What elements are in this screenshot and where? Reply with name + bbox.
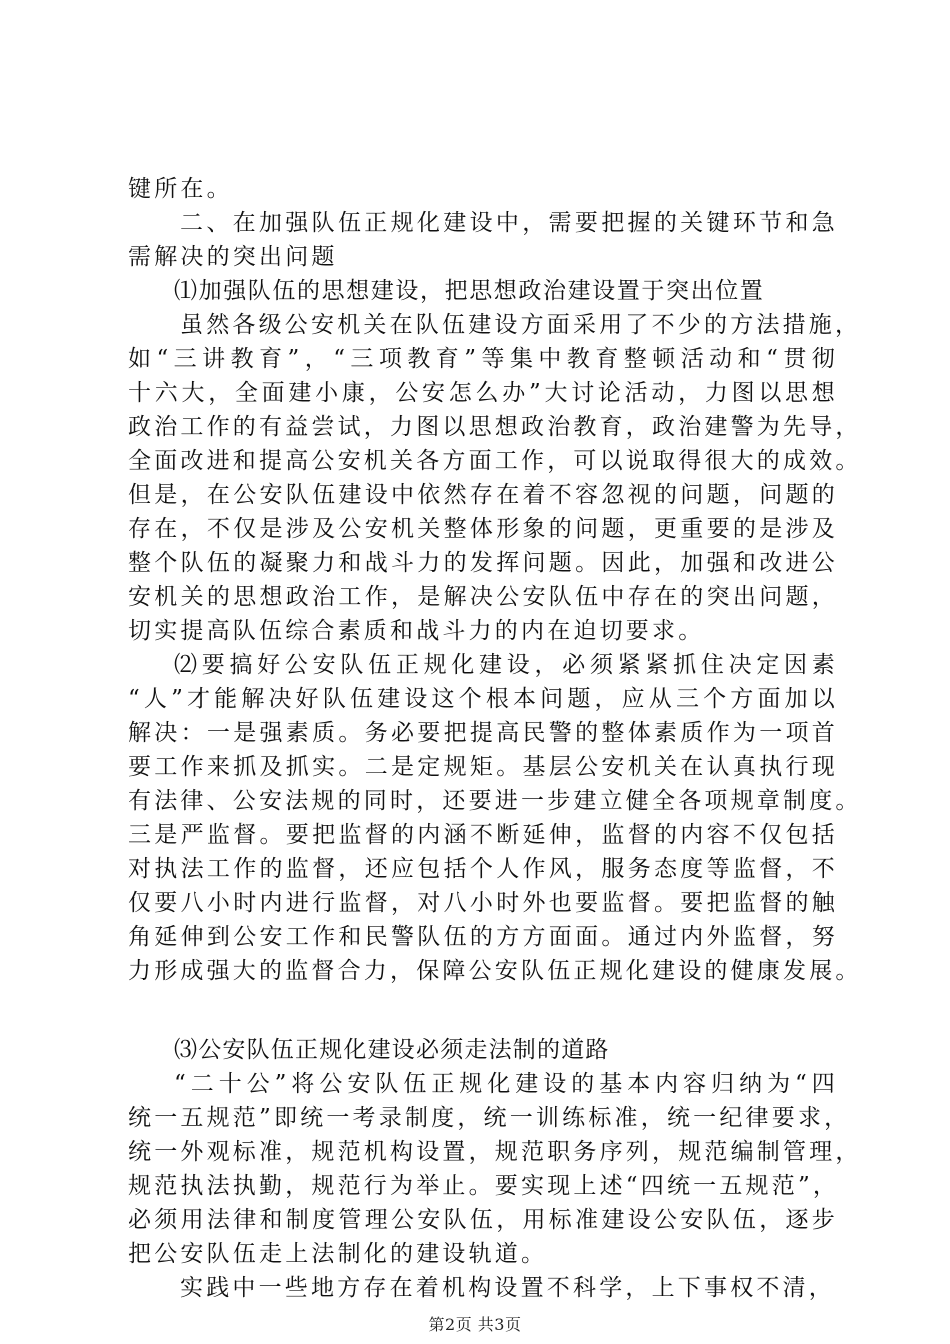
paragraph-line: 有法律、公安法规的同时，还要进一步建立健全各项规章制度。: [128, 788, 862, 814]
paragraph-line: 切实提高队伍综合素质和战斗力的内在迫切要求。: [128, 618, 705, 644]
paragraph-line: 把公安队伍走上法制化的建设轨道。: [128, 1241, 548, 1267]
paragraph-line: 存在，不仅是涉及公安机关整体形象的问题，更重要的是涉及: [128, 516, 838, 542]
subheading: ⑶公安队伍正规化建设必须走法制的道路: [174, 1037, 610, 1063]
paragraph-line: 整个队伍的凝聚力和战斗力的发挥问题。因此，加强和改进公: [128, 550, 838, 576]
subheading: ⑴加强队伍的思想建设，把思想政治建设置于突出位置: [174, 278, 765, 304]
text-line: 键所在。: [128, 176, 233, 202]
paragraph-line: 解决：一是强素质。务必要把提高民警的整体素质作为一项首: [128, 720, 838, 746]
paragraph-line: 虽然各级公安机关在队伍建设方面采用了不少的方法措施，: [180, 312, 862, 338]
paragraph-line: 角延伸到公安工作和民警队伍的方方面面。通过内外监督，努: [128, 924, 838, 950]
paragraph-line: 力形成强大的监督合力，保障公安队伍正规化建设的健康发展。: [128, 958, 862, 984]
paragraph-line: 对执法工作的监督，还应包括个人作风，服务态度等监督，不: [128, 856, 838, 882]
paragraph-line: 规范执法执勤，规范行为举止。要实现上述“四统一五规范”，: [128, 1173, 840, 1199]
paragraph-line: 全面改进和提高公安机关各方面工作，可以说取得很大的成效。: [128, 448, 862, 474]
paragraph-line: 安机关的思想政治工作，是解决公安队伍中存在的突出问题，: [128, 584, 838, 610]
section-heading: 二、在加强队伍正规化建设中，需要把握的关键环节和急: [180, 210, 838, 236]
paragraph-line: 要工作来抓及抓实。二是定规矩。基层公安机关在认真执行现: [128, 754, 838, 780]
paragraph-line: 统一外观标准，规范机构设置，规范职务序列，规范编制管理，: [128, 1139, 862, 1165]
paragraph-line: 仅要八小时内进行监督，对八小时外也要监督。要把监督的触: [128, 890, 838, 916]
paragraph-line: “二十公”将公安队伍正规化建设的基本内容归纳为“四: [174, 1071, 838, 1097]
subheading: ⑵要搞好公安队伍正规化建设，必须紧紧抓住决定因素: [174, 652, 838, 678]
paragraph-line: 统一五规范”即统一考录制度，统一训练标准，统一纪律要求，: [128, 1105, 851, 1131]
paragraph-line: “人”才能解决好队伍建设这个根本问题，应从三个方面加以: [128, 686, 838, 712]
paragraph-line: 十六大，全面建小康，公安怎么办”大讨论活动，力图以思想: [128, 380, 838, 406]
paragraph-line: 政治工作的有益尝试，力图以思想政治教育，政治建警为先导，: [128, 414, 862, 440]
paragraph-line: 三是严监督。要把监督的内涵不断延伸，监督的内容不仅包括: [128, 822, 838, 848]
section-heading: 需解决的突出问题: [128, 244, 338, 270]
paragraph-line: 实践中一些地方存在着机构设置不科学，上下事权不清，: [180, 1275, 835, 1301]
paragraph-line: 如“三讲教育”，“三项教育”等集中教育整顿活动和“贯彻: [128, 346, 838, 372]
page-footer: 第2页 共3页: [428, 1315, 522, 1334]
paragraph-line: 但是，在公安队伍建设中依然存在着不容忽视的问题，问题的: [128, 482, 838, 508]
paragraph-line: 必须用法律和制度管理公安队伍，用标准建设公安队伍，逐步: [128, 1207, 838, 1233]
